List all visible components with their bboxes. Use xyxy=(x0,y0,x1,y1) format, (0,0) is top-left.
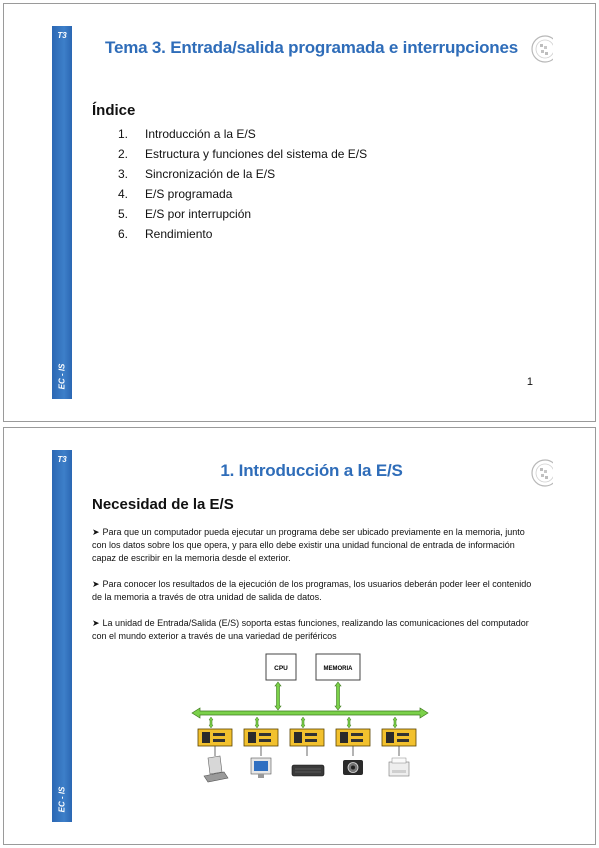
keyboard-icon xyxy=(292,765,324,776)
topic-tag: T3 xyxy=(57,31,67,40)
page-number: 1 xyxy=(526,376,533,388)
bullet-arrow-icon: ➤ xyxy=(92,579,100,589)
slide-1 xyxy=(3,3,596,422)
topic-tag: T3 xyxy=(57,455,67,464)
index-item: 1. Introducción a la E/S xyxy=(118,127,256,141)
peripheral-links xyxy=(215,746,399,756)
system-bus xyxy=(192,708,428,718)
memory-bus-arrow xyxy=(335,682,341,710)
monitor-icon xyxy=(251,758,271,778)
bullet-paragraph: ➤ Para conocer los resultados de la ejecución de los programas, los usuarios deberán poder leer el contenido de la memoria a través de otra unidad de salida de datos. xyxy=(92,579,532,602)
index-item: 3. Sincronización de la E/S xyxy=(118,167,276,181)
course-tag: EC - IS xyxy=(57,786,67,813)
module-bus-arrows xyxy=(209,717,397,728)
slide-2 xyxy=(3,427,596,845)
side-bar xyxy=(52,450,72,822)
io-module xyxy=(244,729,278,746)
index-list xyxy=(118,124,367,244)
bullet-arrow-icon: ➤ xyxy=(92,527,100,537)
memory-label: MEMORIA xyxy=(323,666,353,672)
io-module xyxy=(382,729,416,746)
university-seal-icon xyxy=(523,458,553,488)
io-module xyxy=(290,729,324,746)
index-item: 6. Rendimiento xyxy=(118,227,213,241)
io-module xyxy=(336,729,370,746)
section-heading: Necesidad de la E/S xyxy=(92,496,234,513)
slide-title: 1. Introducción a la E/S xyxy=(220,461,403,480)
camera-icon xyxy=(343,760,363,775)
index-heading: Índice xyxy=(92,102,136,119)
university-seal-icon xyxy=(523,34,553,64)
cpu-box xyxy=(266,654,296,680)
bullet-arrow-icon: ➤ xyxy=(92,618,100,628)
cpu-label: CPU xyxy=(274,665,288,672)
cpu-bus-arrow xyxy=(275,682,281,710)
scanner-icon xyxy=(204,756,228,782)
memory-box xyxy=(316,654,360,680)
slide-title: Tema 3. Entrada/salida programada e interrupciones xyxy=(105,38,518,57)
index-item: 4. E/S programada xyxy=(118,187,233,201)
course-tag: EC - IS xyxy=(57,363,67,390)
bullet-paragraph: ➤ Para que un computador pueda ejecutar un programa debe ser ubicado previamente en la memoria, junto con los datos sobre los que opera, y para ello debe existir una unidad funcional de entrada de información capaz de escribir en la memoria desde el exterior. xyxy=(92,527,525,563)
index-item: 5. E/S por interrupción xyxy=(118,207,252,221)
io-module xyxy=(198,729,232,746)
side-bar xyxy=(52,26,72,399)
printer-icon xyxy=(389,758,409,776)
bullet-paragraph: ➤ La unidad de Entrada/Salida (E/S) soporta estas funciones, realizando las comunicaciones del computador con el mundo exterior a través de una variedad de periféricos xyxy=(92,618,529,641)
io-system-diagram xyxy=(186,652,436,788)
index-item: 2. Estructura y funciones del sistema de E/S xyxy=(118,147,368,161)
